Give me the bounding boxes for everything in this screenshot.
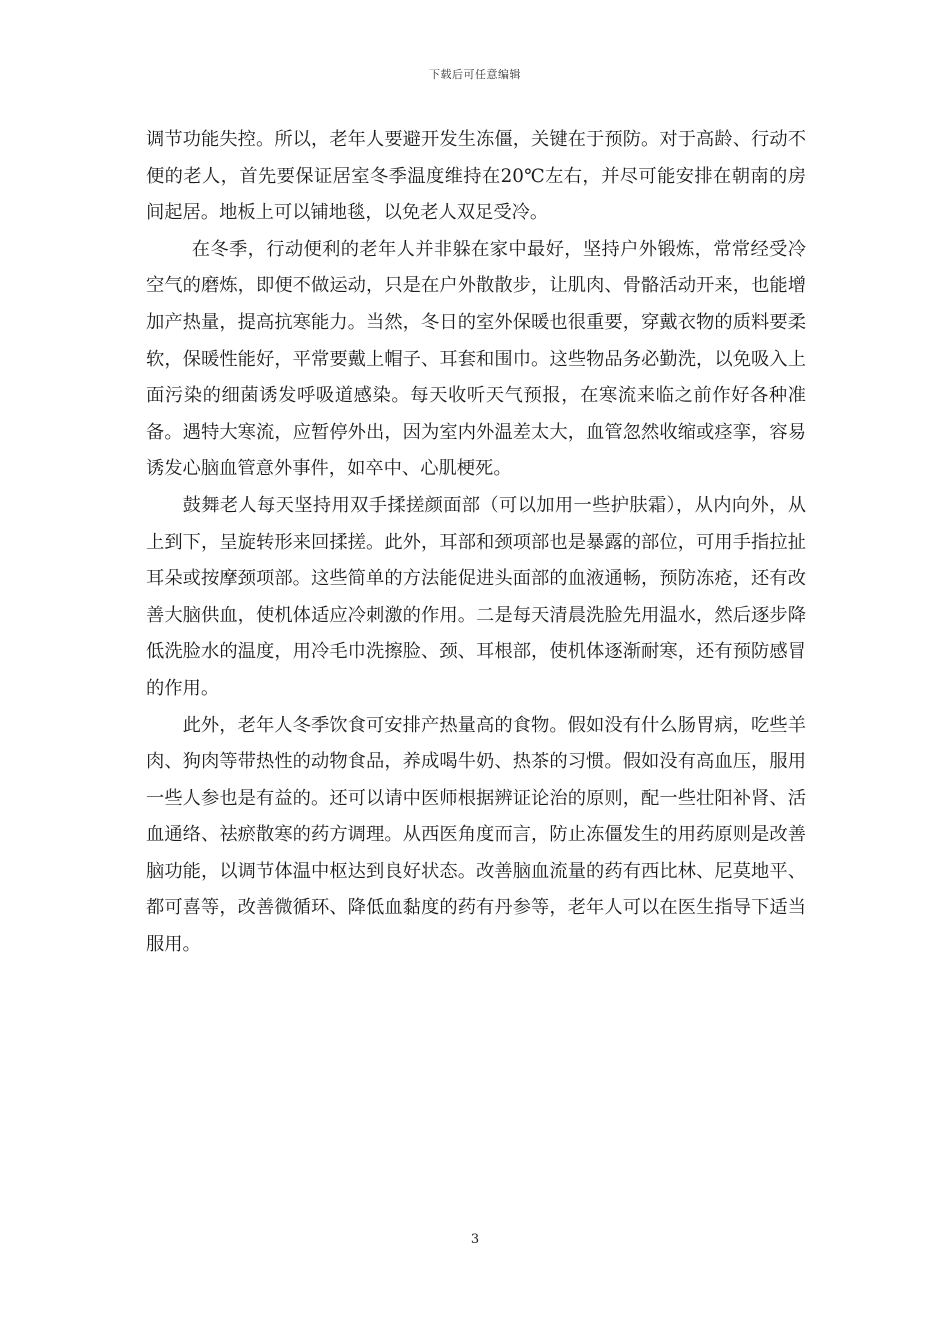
paragraph-4: 此外，老年人冬季饮食可安排产热量高的食物。假如没有什么肠胃病，吃些羊肉、狗肉等带热性的动物食品，养成喝牛奶、热茶的习惯。假如没有高血压，服用一些人参也是有益的。还可以请中医师根据辨证论治的原则，配一些壮阳补肾、活血通络、祛瘀散寒的药方调理。从西医角度而言，防止冻僵发生的用药原则是改善脑功能，以调节体温中枢达到良好状态。改善脑血流量的药有西比林、尼莫地平、都可喜等，改善微循环、降低血黏度的药有丹参等，老年人可以在医生指导下适当服用。 [146,714,806,956]
paragraph-2: 在冬季，行动便利的老年人并非躲在家中最好，坚持户外锻炼，常常经受冷空气的磨炼，即便不做运动，只是在户外散散步，让肌肉、骨骼活动开来，也能增加产热量，提高抗寒能力。当然，冬日的室外保暖也很重要，穿戴衣物的质料要柔软，保暖性能好，平常要戴上帽子、耳套和围巾。这些物品务必勤洗，以免吸入上面污染的细菌诱发呼吸道感染。每天收听天气预报，在寒流来临之前作好各种准备。遇特大寒流，应暂停外出，因为室内外温差太大，血管忽然收缩或痉挛，容易诱发心脑血管意外事件，如卒中、心肌梗死。 [146,238,806,480]
paragraph-1: 调节功能失控。所以，老年人要避开发生冻僵，关键在于预防。对于高龄、行动不便的老人，首先要保证居室冬季温度维持在20℃左右，并尽可能安排在朝南的房间起居。地板上可以铺地毯，以免老人双足受冷。 [146,129,806,224]
page-number: 3 [470,1232,480,1247]
page-header: 下载后可任意编辑 [429,68,521,81]
document-body [146,122,806,964]
paragraph-3: 鼓舞老人每天坚持用双手揉搓颜面部（可以加用一些护肤霜），从内向外，从上到下，呈旋转形来回揉搓。此外，耳部和颈项部也是暴露的部位，可用手指拉扯耳朵或按摩颈项部。这些简单的方法能促进头面部的血液通畅，预防冻疮，还有改善大脑供血，使机体适应冷刺激的作用。二是每天清晨洗脸先用温水，然后逐步降低洗脸水的温度，用冷毛巾洗擦脸、颈、耳根部，使机体逐渐耐寒，还有预防感冒的作用。 [146,494,806,699]
